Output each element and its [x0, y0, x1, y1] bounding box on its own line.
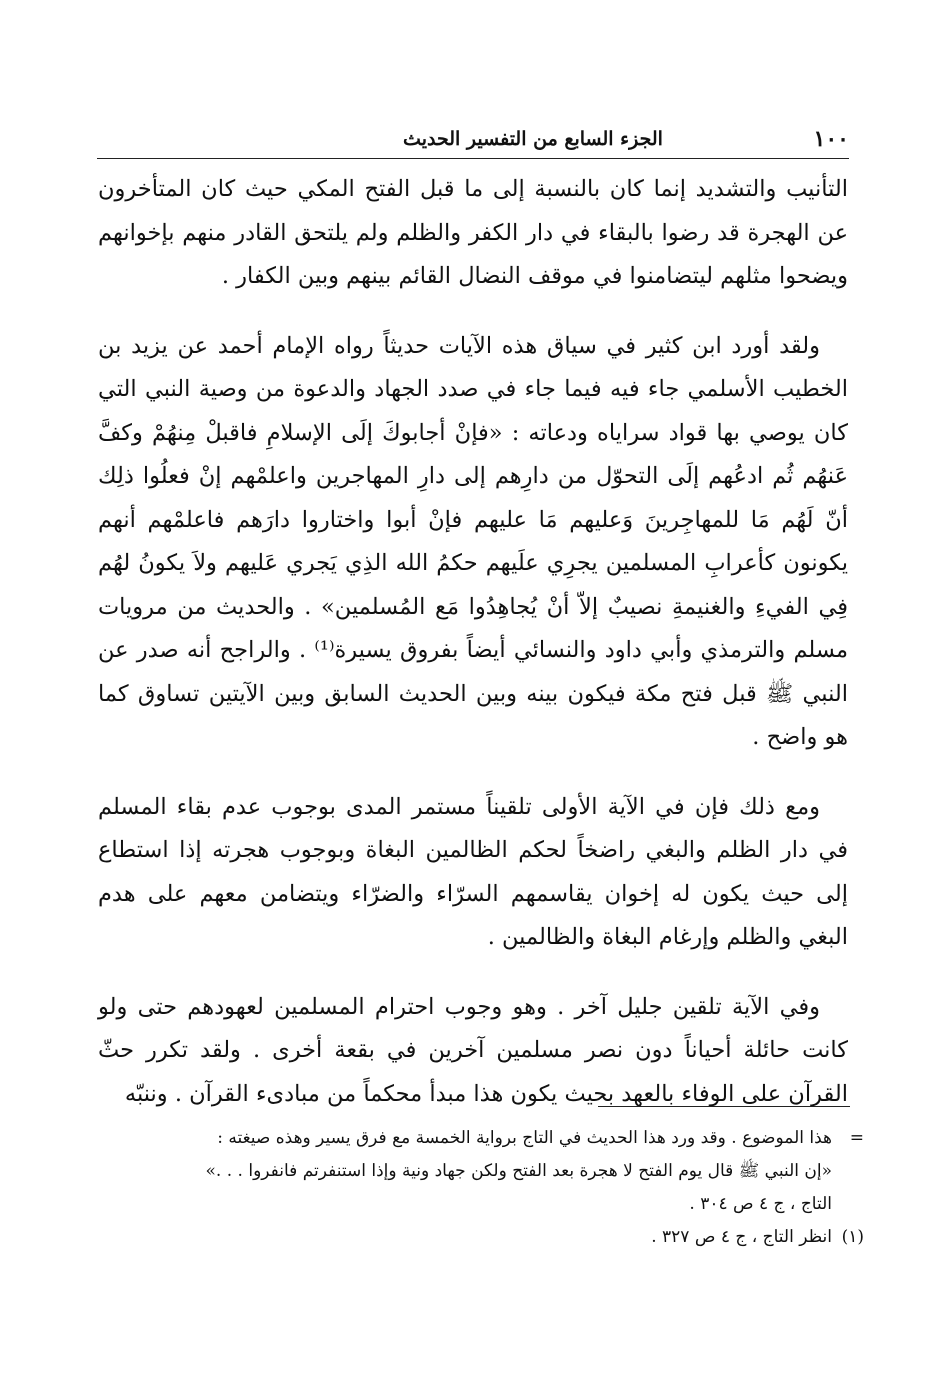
continuation-marker: = — [849, 1128, 864, 1148]
running-title: الجزء السابع من التفسير الحديث — [403, 128, 663, 150]
footnote-separator — [598, 1106, 850, 1107]
page-header — [97, 124, 849, 156]
footnote-body — [98, 1122, 832, 1221]
main-text — [98, 168, 848, 1142]
paragraph: ولقد أورد ابن كثير في سياق هذه الآيات حديثاً رواه الإمام أحمد عن يزيد بن الخطيب الأسلمي جاء فيه فيما جاء في صدد الجهاد والدعوة من وصية النبي التي كان يوصي بها قواد سراياه ودعاته : «فإنْ أجابوكَ إلَى الإسلامِ فاقبلْ مِنهُمْ وكفَّ عَنهُم ثُم ادعُهم إلَى التحوّل من دارِهم إلى دارِ المهاجرين واعلمْهم إنْ فعلُوا ذلِك أنّ لَهُم مَا للمهاجِرينَ وَعليهم مَا عليهم فإنْ أبوا واختاروا دارَهم فاعلمْهم أنهم يكونون كأعرابِ المسلمين يجرِي علَيهم حكمُ الله الذِي يَجري عَليهم ولاَ يكونُ لهُم فِي الفيءِ والغنيمةِ نصيبٌ إلاّ أنْ يُجاهِدُوا مَع المُسلمين» . والحديث من مرويات مسلم والترمذي وأبي داود والنسائي أيضاً بفروق يسيرة⁽¹⁾ . والراجح أنه صدر عن النبي ﷺ قبل فتح مكة فيكون بينه وبين الحديث السابق وبين الآيتين تساوق كما هو واضح . — [98, 332, 849, 750]
footnote-text: انظر التاج ، ج ٤ ص ٣٢٧ . — [651, 1227, 832, 1247]
footnote-continued — [98, 1122, 864, 1221]
paragraph: وفي الآية تلقين جليل آخر . وهو وجوب احترام المسلمين لعهودهم حتى ولو كانت حائلة أحياناً دون نصر مسلمين آخرين في بقعة أخرى . ولقد تكرر حثّ القرآن على الوفاء بالعهد بحيث يكون هذا مبدأ محكماً من مبادىء القرآن . وننبّه — [98, 993, 848, 1107]
footnote-line: التاج ، ج ٤ ص ٣٠٤ . — [689, 1194, 832, 1214]
footnote-line: هذا الموضوع . وقد ورد هذا الحديث في التاج برواية الخمسة مع فرق يسير وهذه صيغته : — [217, 1128, 832, 1148]
header-rule — [97, 158, 849, 159]
footnote-1 — [98, 1221, 864, 1254]
footnote-line: «إن النبي ﷺ قال يوم الفتح لا هجرة بعد الفتح ولكن جهاد ونية وإذا استنفرتم فانفروا . . .» — [205, 1161, 832, 1181]
footnotes — [98, 1122, 864, 1254]
page-number: ١٠٠ — [813, 126, 849, 152]
paragraph: ومع ذلك فإن في الآية الأولى تلقيناً مستمر المدى بوجوب عدم بقاء المسلم في دار الظلم والبغي راضخاً لحكم الظالمين البغاة وبوجوب هجرته إذا استطاع إلى حيث يكون له إخوان يقاسمهم السرّاء والضرّاء ويتضامن معهم على هدم البغي والظلم وإرغام البغاة والظالمين . — [98, 793, 848, 950]
footnote-marker: (١) — [841, 1227, 864, 1247]
paragraph: التأنيب والتشديد إنما كان بالنسبة إلى ما قبل الفتح المكي حيث كان المتأخرون عن الهجرة قد رضوا بالبقاء في دار الكفر والظلم ولم يلتحق القادر منهم بإخوانهم ويضحوا مثلهم ليتضامنوا في موقف النضال القائم بينهم وبين الكفار . — [98, 176, 848, 289]
